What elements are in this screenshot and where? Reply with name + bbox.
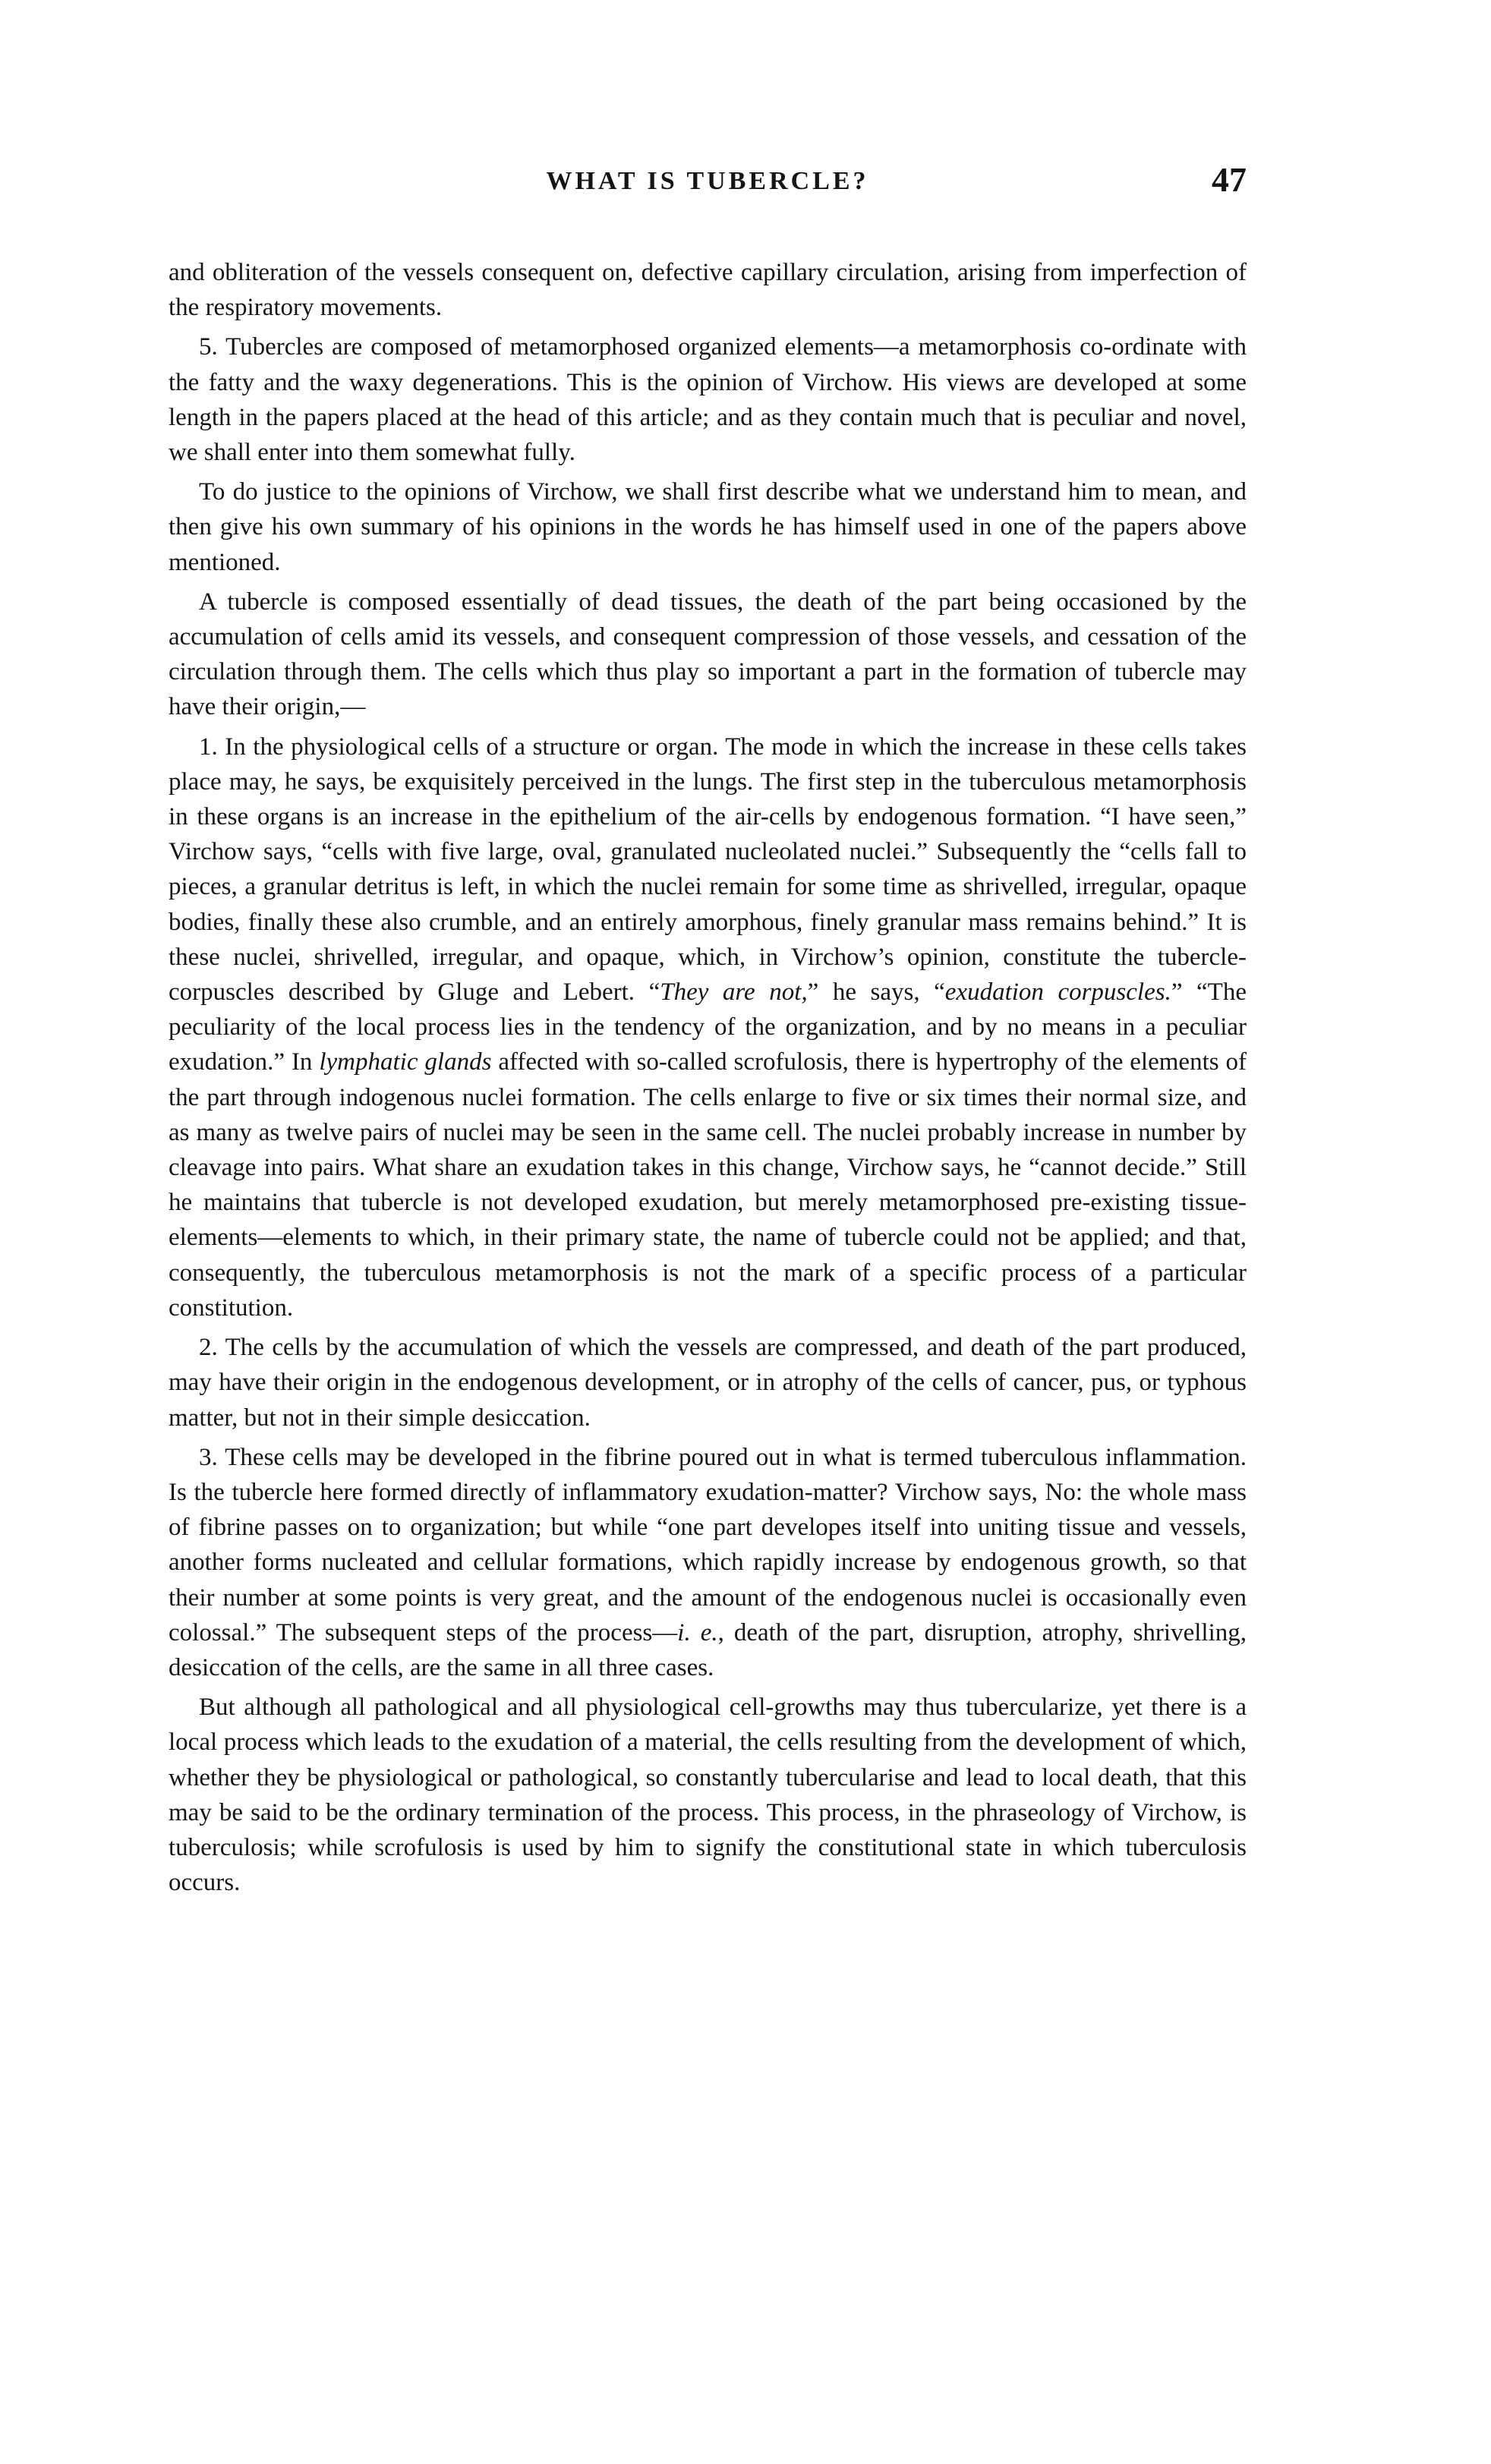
text-run: , death of the part, disruption, atrophy, shrivelling, desiccation of the cells, are the same in all three cases.: [169, 1618, 1247, 1681]
paragraph: [169, 329, 1247, 470]
text-run: But although all pathological and all physiological cell-growths may thus tubercularize, yet there is a local process which leads to the exudation of a material, the cells resulting from the development of which, whether they be physiological or pathological, so constantly tubercularise and lead to local death, that this may be said to be the ordinary termination of the process. This process, in the phraseology of Virchow, is tuberculosis; while scrofulosis is used by him to signify the constitutional state in which tuberculosis occurs.: [169, 1694, 1247, 1897]
italic-text: i. e.: [677, 1618, 718, 1646]
text-run: ” he says, “: [807, 978, 945, 1007]
text-run: 3. These cells may be developed in the fibrine poured out in what is termed tuberculous inflammation. Is the tubercle here formed directly of inflammatory exudation-matter? Virchow says, No: the whole mass of fibrine passes on to organization; but while “one part developes itself into uniting tissue and vessels, another forms nucleated and cellular formations, which rapidly increase by endogenous growth, so that their number at some points is very great, and the amount of the endogenous nuclei is occasionally even colossal.” The subsequent steps of the process—: [169, 1443, 1247, 1646]
running-head: [169, 159, 1247, 213]
book-page: [169, 159, 1247, 1900]
running-title: WHAT IS TUBERCLE?: [546, 167, 869, 195]
text-run: 2. The cells by the accumulation of which the vessels are compressed, and death of the part produced, may have their origin in the endogenous development, or in atrophy of the cells of cancer, pus, or typhous matter, but not in their simple desiccation.: [169, 1334, 1247, 1432]
text-run: To do justice to the opinions of Virchow, we shall first describe what we understand him to mean, and then give his own summary of his opinions in the words he has himself used in one of the papers above mentioned.: [169, 478, 1247, 576]
paragraph: [169, 1330, 1247, 1435]
italic-text: exudation corpuscles.: [944, 978, 1171, 1007]
paragraph: [169, 584, 1247, 725]
text-run: 1. In the physiological cells of a structure or organ. The mode in which the increase in these cells takes place may, he says, be exquisitely perceived in the lungs. The first step in the tuberculous metamorphosis in these organs is an increase in the epithelium of the air-cells by endogenous formation. “I have seen,” Virchow says, “cells with five large, oval, granulated nucleolated nuclei.” Subsequently the “cells fall to pieces, a granular detritus is left, in which the nuclei remain for some time as shrivelled, irregular, opaque bodies, finally these also crumble, and an entirely amorphous, finely granular mass remains behind.” It is these nuclei, shrivelled, irregular, and opaque, which, in Virchow’s opinion, constitute the tubercle-corpuscles described by Gluge and Lebert. “: [169, 733, 1247, 1007]
text-run: A tubercle is composed essentially of dead tissues, the death of the part being occasioned by the accumulation of cells amid its vessels, and consequent compression of those vessels, and cessation of the circulation through them. The cells which thus play so important a part in the formation of tubercle may have their origin,—: [169, 588, 1247, 721]
text-run: and obliteration of the vessels consequent on, defective capillary circulation, arising from imperfection of the respiratory movements.: [169, 259, 1247, 322]
paragraph: [169, 474, 1247, 580]
body-text: [169, 255, 1247, 1900]
italic-text: lymphatic glands: [319, 1048, 492, 1076]
paragraph: [169, 729, 1247, 1325]
paragraph: [169, 1690, 1247, 1900]
italic-text: They are not,: [660, 978, 808, 1007]
text-run: 5. Tubercles are composed of metamorphosed organized elements—a metamorphosis co-ordinate with the fatty and the waxy degenerations. This is the opinion of Virchow. His views are developed at some length in the papers placed at the head of this article; and as they contain much that is peculiar and novel, we shall enter into them somewhat fully.: [169, 333, 1247, 467]
page-number: 47: [1212, 160, 1247, 199]
paragraph: [169, 1440, 1247, 1685]
text-run: ” “The peculiarity of the local process lies in the tendency of the organization, and by no means in a peculiar exudation.” In: [169, 978, 1247, 1076]
text-run: affected with so-called scrofulosis, there is hypertrophy of the elements of the part through indogenous nuclei formation. The cells enlarge to five or six times their normal size, and as many as twelve pairs of nuclei may be seen in the same cell. The nuclei probably increase in number by cleavage into pairs. What share an exudation takes in this change, Virchow says, he “cannot decide.” Still he maintains that tubercle is not developed exudation, but merely metamorphosed pre-existing tissue-elements—elements to which, in their primary state, the name of tubercle could not be applied; and that, consequently, the tuberculous metamorphosis is not the mark of a specific process of a particular constitution.: [169, 1048, 1247, 1322]
paragraph: [169, 255, 1247, 325]
